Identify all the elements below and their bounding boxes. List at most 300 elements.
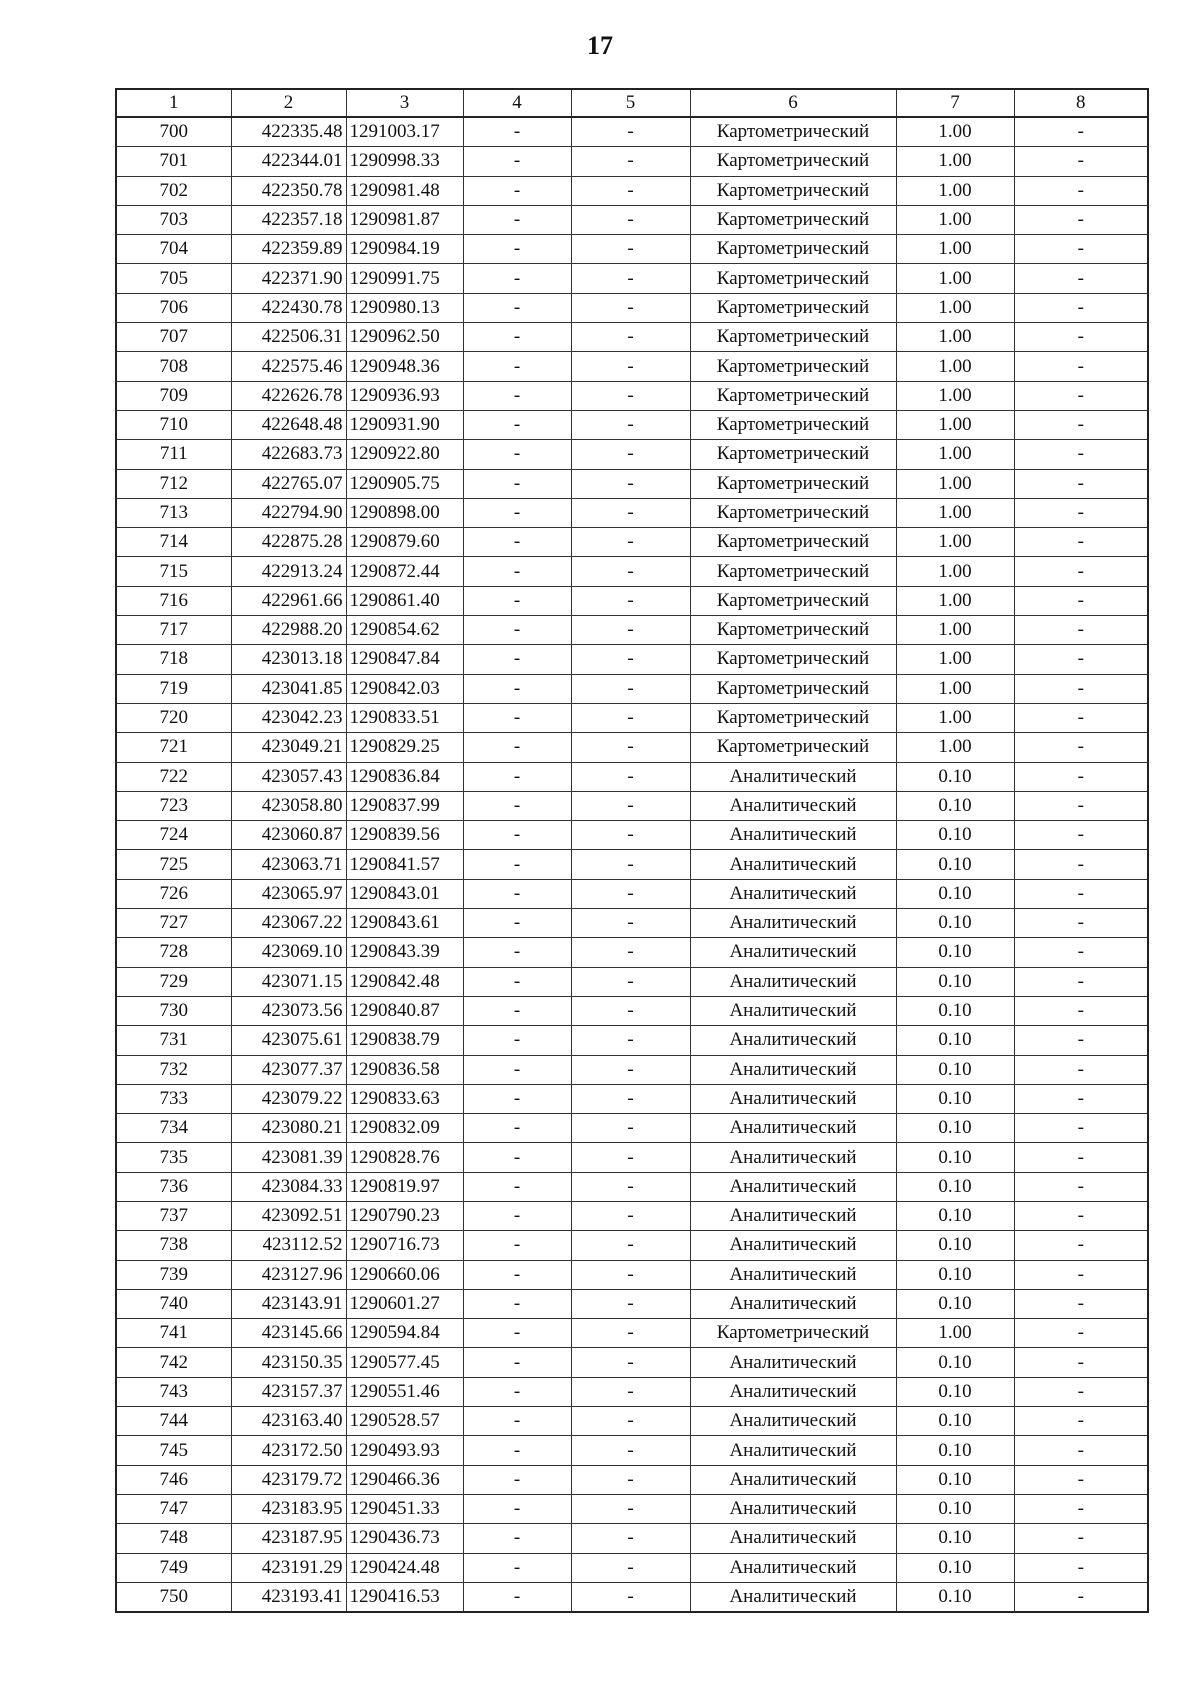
cell-method: Аналитический bbox=[690, 1377, 896, 1406]
cell-accuracy: 0.10 bbox=[896, 1524, 1014, 1553]
cell-col-4: - bbox=[463, 176, 571, 205]
cell-col-5: - bbox=[571, 1553, 690, 1582]
cell-method: Картометрический bbox=[690, 381, 896, 410]
cell-accuracy: 0.10 bbox=[896, 1348, 1014, 1377]
cell-point-number: 748 bbox=[116, 1524, 231, 1553]
cell-coord-y: 1290436.73 bbox=[346, 1524, 463, 1553]
cell-accuracy: 1.00 bbox=[896, 528, 1014, 557]
cell-method: Аналитический bbox=[690, 1260, 896, 1289]
cell-col-4: - bbox=[463, 850, 571, 879]
cell-coord-x: 423041.85 bbox=[231, 674, 346, 703]
cell-point-number: 719 bbox=[116, 674, 231, 703]
cell-method: Картометрический bbox=[690, 557, 896, 586]
cell-col-8: - bbox=[1014, 1231, 1148, 1260]
cell-point-number: 749 bbox=[116, 1553, 231, 1582]
cell-col-4: - bbox=[463, 1289, 571, 1318]
coordinates-table bbox=[115, 88, 1149, 1613]
cell-col-5: - bbox=[571, 1436, 690, 1465]
cell-col-4: - bbox=[463, 996, 571, 1025]
cell-point-number: 746 bbox=[116, 1465, 231, 1494]
cell-col-8: - bbox=[1014, 323, 1148, 352]
cell-accuracy: 0.10 bbox=[896, 1553, 1014, 1582]
table-row bbox=[116, 850, 1148, 879]
cell-col-5: - bbox=[571, 498, 690, 527]
cell-accuracy: 1.00 bbox=[896, 410, 1014, 439]
cell-coord-x: 422648.48 bbox=[231, 410, 346, 439]
cell-coord-y: 1290861.40 bbox=[346, 586, 463, 615]
cell-col-4: - bbox=[463, 1114, 571, 1143]
cell-col-8: - bbox=[1014, 1084, 1148, 1113]
cell-accuracy: 1.00 bbox=[896, 205, 1014, 234]
cell-method: Картометрический bbox=[690, 176, 896, 205]
cell-coord-x: 423042.23 bbox=[231, 703, 346, 732]
cell-col-5: - bbox=[571, 909, 690, 938]
cell-accuracy: 0.10 bbox=[896, 1143, 1014, 1172]
cell-method: Картометрический bbox=[690, 586, 896, 615]
cell-method: Аналитический bbox=[690, 938, 896, 967]
cell-accuracy: 1.00 bbox=[896, 733, 1014, 762]
cell-col-8: - bbox=[1014, 293, 1148, 322]
cell-col-5: - bbox=[571, 967, 690, 996]
cell-coord-y: 1290833.51 bbox=[346, 703, 463, 732]
cell-col-4: - bbox=[463, 1348, 571, 1377]
column-header-5: 5 bbox=[571, 89, 690, 117]
table-row bbox=[116, 469, 1148, 498]
cell-accuracy: 1.00 bbox=[896, 469, 1014, 498]
cell-method: Аналитический bbox=[690, 850, 896, 879]
table-row bbox=[116, 1172, 1148, 1201]
cell-point-number: 721 bbox=[116, 733, 231, 762]
cell-coord-x: 422506.31 bbox=[231, 323, 346, 352]
table-row bbox=[116, 1436, 1148, 1465]
cell-col-8: - bbox=[1014, 440, 1148, 469]
cell-col-8: - bbox=[1014, 147, 1148, 176]
table-row bbox=[116, 674, 1148, 703]
cell-method: Картометрический bbox=[690, 117, 896, 147]
cell-coord-y: 1290528.57 bbox=[346, 1407, 463, 1436]
table-row bbox=[116, 381, 1148, 410]
cell-col-8: - bbox=[1014, 264, 1148, 293]
cell-col-4: - bbox=[463, 235, 571, 264]
cell-accuracy: 1.00 bbox=[896, 323, 1014, 352]
cell-col-5: - bbox=[571, 147, 690, 176]
cell-point-number: 733 bbox=[116, 1084, 231, 1113]
cell-coord-y: 1290833.63 bbox=[346, 1084, 463, 1113]
cell-col-4: - bbox=[463, 1465, 571, 1494]
cell-col-4: - bbox=[463, 410, 571, 439]
table-row bbox=[116, 1407, 1148, 1436]
cell-coord-y: 1290948.36 bbox=[346, 352, 463, 381]
cell-point-number: 705 bbox=[116, 264, 231, 293]
table-row bbox=[116, 616, 1148, 645]
cell-accuracy: 0.10 bbox=[896, 1407, 1014, 1436]
cell-coord-x: 423075.61 bbox=[231, 1026, 346, 1055]
cell-point-number: 715 bbox=[116, 557, 231, 586]
cell-method: Картометрический bbox=[690, 293, 896, 322]
cell-coord-y: 1290847.84 bbox=[346, 645, 463, 674]
cell-coord-y: 1290841.57 bbox=[346, 850, 463, 879]
cell-point-number: 726 bbox=[116, 879, 231, 908]
cell-col-5: - bbox=[571, 1084, 690, 1113]
cell-col-4: - bbox=[463, 147, 571, 176]
cell-coord-x: 422575.46 bbox=[231, 352, 346, 381]
cell-col-8: - bbox=[1014, 938, 1148, 967]
cell-method: Аналитический bbox=[690, 1172, 896, 1201]
cell-point-number: 728 bbox=[116, 938, 231, 967]
cell-coord-y: 1290980.13 bbox=[346, 293, 463, 322]
table-header-row bbox=[116, 89, 1148, 117]
cell-coord-x: 423060.87 bbox=[231, 821, 346, 850]
cell-col-5: - bbox=[571, 733, 690, 762]
cell-accuracy: 0.10 bbox=[896, 1465, 1014, 1494]
cell-coord-y: 1290872.44 bbox=[346, 557, 463, 586]
cell-coord-x: 422683.73 bbox=[231, 440, 346, 469]
cell-coord-y: 1290819.97 bbox=[346, 1172, 463, 1201]
cell-col-5: - bbox=[571, 205, 690, 234]
cell-accuracy: 0.10 bbox=[896, 1494, 1014, 1523]
table-row bbox=[116, 645, 1148, 674]
cell-point-number: 736 bbox=[116, 1172, 231, 1201]
cell-coord-x: 423150.35 bbox=[231, 1348, 346, 1377]
cell-coord-x: 423172.50 bbox=[231, 1436, 346, 1465]
cell-col-4: - bbox=[463, 117, 571, 147]
cell-accuracy: 0.10 bbox=[896, 1289, 1014, 1318]
cell-coord-x: 423191.29 bbox=[231, 1553, 346, 1582]
cell-col-8: - bbox=[1014, 909, 1148, 938]
cell-point-number: 731 bbox=[116, 1026, 231, 1055]
cell-coord-x: 423069.10 bbox=[231, 938, 346, 967]
column-header-7: 7 bbox=[896, 89, 1014, 117]
cell-method: Аналитический bbox=[690, 1494, 896, 1523]
cell-col-8: - bbox=[1014, 528, 1148, 557]
cell-coord-y: 1290842.48 bbox=[346, 967, 463, 996]
cell-col-8: - bbox=[1014, 1348, 1148, 1377]
cell-coord-x: 422359.89 bbox=[231, 235, 346, 264]
cell-method: Аналитический bbox=[690, 1114, 896, 1143]
cell-accuracy: 0.10 bbox=[896, 1582, 1014, 1612]
cell-coord-y: 1290898.00 bbox=[346, 498, 463, 527]
cell-coord-y: 1290466.36 bbox=[346, 1465, 463, 1494]
cell-accuracy: 0.10 bbox=[896, 1114, 1014, 1143]
table-row bbox=[116, 264, 1148, 293]
cell-coord-y: 1290842.03 bbox=[346, 674, 463, 703]
cell-col-8: - bbox=[1014, 1377, 1148, 1406]
table-row bbox=[116, 1201, 1148, 1230]
column-header-6: 6 bbox=[690, 89, 896, 117]
cell-col-4: - bbox=[463, 616, 571, 645]
cell-col-5: - bbox=[571, 1524, 690, 1553]
cell-point-number: 743 bbox=[116, 1377, 231, 1406]
cell-col-5: - bbox=[571, 352, 690, 381]
table-row bbox=[116, 440, 1148, 469]
cell-coord-y: 1290660.06 bbox=[346, 1260, 463, 1289]
column-header-3: 3 bbox=[346, 89, 463, 117]
cell-col-4: - bbox=[463, 879, 571, 908]
cell-accuracy: 0.10 bbox=[896, 762, 1014, 791]
cell-col-5: - bbox=[571, 1260, 690, 1289]
cell-col-4: - bbox=[463, 323, 571, 352]
cell-col-4: - bbox=[463, 293, 571, 322]
cell-point-number: 703 bbox=[116, 205, 231, 234]
cell-col-4: - bbox=[463, 469, 571, 498]
cell-coord-x: 422913.24 bbox=[231, 557, 346, 586]
cell-col-5: - bbox=[571, 850, 690, 879]
cell-col-8: - bbox=[1014, 967, 1148, 996]
cell-coord-x: 423049.21 bbox=[231, 733, 346, 762]
cell-accuracy: 0.10 bbox=[896, 850, 1014, 879]
cell-col-5: - bbox=[571, 674, 690, 703]
cell-method: Картометрический bbox=[690, 440, 896, 469]
cell-point-number: 730 bbox=[116, 996, 231, 1025]
cell-coord-y: 1290922.80 bbox=[346, 440, 463, 469]
cell-col-5: - bbox=[571, 791, 690, 820]
cell-coord-y: 1290837.99 bbox=[346, 791, 463, 820]
cell-point-number: 738 bbox=[116, 1231, 231, 1260]
cell-col-4: - bbox=[463, 498, 571, 527]
cell-col-5: - bbox=[571, 323, 690, 352]
cell-col-5: - bbox=[571, 1494, 690, 1523]
table-row bbox=[116, 1260, 1148, 1289]
cell-method: Аналитический bbox=[690, 1055, 896, 1084]
column-header-4: 4 bbox=[463, 89, 571, 117]
cell-method: Аналитический bbox=[690, 1231, 896, 1260]
cell-col-5: - bbox=[571, 879, 690, 908]
table-row bbox=[116, 557, 1148, 586]
cell-col-5: - bbox=[571, 1348, 690, 1377]
cell-coord-x: 422988.20 bbox=[231, 616, 346, 645]
cell-accuracy: 1.00 bbox=[896, 235, 1014, 264]
table-row bbox=[116, 1055, 1148, 1084]
cell-col-4: - bbox=[463, 938, 571, 967]
cell-col-8: - bbox=[1014, 1260, 1148, 1289]
cell-coord-y: 1290936.93 bbox=[346, 381, 463, 410]
cell-method: Аналитический bbox=[690, 1524, 896, 1553]
cell-accuracy: 0.10 bbox=[896, 909, 1014, 938]
cell-point-number: 740 bbox=[116, 1289, 231, 1318]
table-row bbox=[116, 352, 1148, 381]
cell-col-4: - bbox=[463, 1524, 571, 1553]
cell-coord-y: 1290962.50 bbox=[346, 323, 463, 352]
cell-accuracy: 0.10 bbox=[896, 879, 1014, 908]
cell-method: Аналитический bbox=[690, 762, 896, 791]
cell-col-4: - bbox=[463, 909, 571, 938]
cell-col-5: - bbox=[571, 996, 690, 1025]
cell-coord-x: 422344.01 bbox=[231, 147, 346, 176]
cell-point-number: 735 bbox=[116, 1143, 231, 1172]
cell-method: Аналитический bbox=[690, 967, 896, 996]
cell-col-8: - bbox=[1014, 1494, 1148, 1523]
cell-coord-x: 423179.72 bbox=[231, 1465, 346, 1494]
cell-col-5: - bbox=[571, 1582, 690, 1612]
cell-col-4: - bbox=[463, 440, 571, 469]
cell-col-8: - bbox=[1014, 996, 1148, 1025]
cell-coord-x: 423077.37 bbox=[231, 1055, 346, 1084]
cell-coord-x: 423058.80 bbox=[231, 791, 346, 820]
table-body bbox=[116, 117, 1148, 1612]
cell-col-5: - bbox=[571, 762, 690, 791]
cell-coord-x: 423143.91 bbox=[231, 1289, 346, 1318]
table-row bbox=[116, 1553, 1148, 1582]
cell-point-number: 737 bbox=[116, 1201, 231, 1230]
cell-coord-y: 1290828.76 bbox=[346, 1143, 463, 1172]
cell-method: Аналитический bbox=[690, 1026, 896, 1055]
cell-accuracy: 0.10 bbox=[896, 1084, 1014, 1113]
cell-accuracy: 1.00 bbox=[896, 381, 1014, 410]
cell-method: Аналитический bbox=[690, 879, 896, 908]
cell-point-number: 713 bbox=[116, 498, 231, 527]
cell-col-4: - bbox=[463, 205, 571, 234]
cell-col-5: - bbox=[571, 176, 690, 205]
cell-method: Картометрический bbox=[690, 1319, 896, 1348]
cell-coord-y: 1290836.84 bbox=[346, 762, 463, 791]
cell-col-8: - bbox=[1014, 703, 1148, 732]
table-row bbox=[116, 323, 1148, 352]
cell-coord-y: 1291003.17 bbox=[346, 117, 463, 147]
cell-col-5: - bbox=[571, 586, 690, 615]
cell-col-8: - bbox=[1014, 235, 1148, 264]
cell-accuracy: 0.10 bbox=[896, 1201, 1014, 1230]
table-row bbox=[116, 1026, 1148, 1055]
cell-col-8: - bbox=[1014, 879, 1148, 908]
cell-col-8: - bbox=[1014, 733, 1148, 762]
cell-col-8: - bbox=[1014, 1319, 1148, 1348]
cell-point-number: 742 bbox=[116, 1348, 231, 1377]
cell-accuracy: 1.00 bbox=[896, 264, 1014, 293]
cell-col-8: - bbox=[1014, 791, 1148, 820]
cell-accuracy: 0.10 bbox=[896, 821, 1014, 850]
cell-col-4: - bbox=[463, 264, 571, 293]
cell-coord-x: 423071.15 bbox=[231, 967, 346, 996]
cell-col-4: - bbox=[463, 791, 571, 820]
cell-point-number: 745 bbox=[116, 1436, 231, 1465]
cell-col-8: - bbox=[1014, 616, 1148, 645]
cell-col-4: - bbox=[463, 1084, 571, 1113]
cell-point-number: 718 bbox=[116, 645, 231, 674]
cell-accuracy: 1.00 bbox=[896, 645, 1014, 674]
cell-col-5: - bbox=[571, 235, 690, 264]
table-row bbox=[116, 498, 1148, 527]
cell-method: Аналитический bbox=[690, 1407, 896, 1436]
table-row bbox=[116, 1524, 1148, 1553]
cell-coord-x: 423065.97 bbox=[231, 879, 346, 908]
cell-method: Картометрический bbox=[690, 528, 896, 557]
cell-point-number: 724 bbox=[116, 821, 231, 850]
cell-col-8: - bbox=[1014, 205, 1148, 234]
cell-col-5: - bbox=[571, 1319, 690, 1348]
cell-point-number: 720 bbox=[116, 703, 231, 732]
cell-col-5: - bbox=[571, 1055, 690, 1084]
cell-method: Картометрический bbox=[690, 264, 896, 293]
cell-coord-x: 422335.48 bbox=[231, 117, 346, 147]
cell-point-number: 747 bbox=[116, 1494, 231, 1523]
cell-col-8: - bbox=[1014, 381, 1148, 410]
cell-method: Аналитический bbox=[690, 1348, 896, 1377]
cell-col-4: - bbox=[463, 1494, 571, 1523]
cell-point-number: 750 bbox=[116, 1582, 231, 1612]
cell-coord-x: 422961.66 bbox=[231, 586, 346, 615]
table-row bbox=[116, 967, 1148, 996]
cell-method: Аналитический bbox=[690, 1201, 896, 1230]
cell-col-8: - bbox=[1014, 498, 1148, 527]
cell-method: Картометрический bbox=[690, 147, 896, 176]
cell-col-5: - bbox=[571, 645, 690, 674]
cell-col-8: - bbox=[1014, 176, 1148, 205]
cell-coord-x: 423084.33 bbox=[231, 1172, 346, 1201]
cell-coord-x: 423193.41 bbox=[231, 1582, 346, 1612]
table-row bbox=[116, 1582, 1148, 1612]
cell-coord-y: 1290840.87 bbox=[346, 996, 463, 1025]
cell-method: Картометрический bbox=[690, 498, 896, 527]
cell-coord-x: 423057.43 bbox=[231, 762, 346, 791]
cell-coord-y: 1290998.33 bbox=[346, 147, 463, 176]
cell-coord-x: 422875.28 bbox=[231, 528, 346, 557]
cell-method: Картометрический bbox=[690, 616, 896, 645]
cell-coord-x: 423127.96 bbox=[231, 1260, 346, 1289]
cell-coord-x: 422626.78 bbox=[231, 381, 346, 410]
cell-coord-y: 1290577.45 bbox=[346, 1348, 463, 1377]
cell-coord-x: 423013.18 bbox=[231, 645, 346, 674]
table-row bbox=[116, 909, 1148, 938]
cell-col-5: - bbox=[571, 1201, 690, 1230]
cell-method: Картометрический bbox=[690, 703, 896, 732]
cell-col-5: - bbox=[571, 264, 690, 293]
cell-coord-y: 1290416.53 bbox=[346, 1582, 463, 1612]
cell-method: Аналитический bbox=[690, 1289, 896, 1318]
cell-col-5: - bbox=[571, 1407, 690, 1436]
cell-coord-y: 1290716.73 bbox=[346, 1231, 463, 1260]
cell-coord-y: 1290832.09 bbox=[346, 1114, 463, 1143]
cell-point-number: 717 bbox=[116, 616, 231, 645]
cell-col-5: - bbox=[571, 557, 690, 586]
cell-accuracy: 1.00 bbox=[896, 117, 1014, 147]
cell-col-5: - bbox=[571, 1289, 690, 1318]
cell-accuracy: 0.10 bbox=[896, 1055, 1014, 1084]
cell-col-5: - bbox=[571, 1114, 690, 1143]
cell-coord-y: 1290424.48 bbox=[346, 1553, 463, 1582]
cell-coord-y: 1290790.23 bbox=[346, 1201, 463, 1230]
cell-point-number: 709 bbox=[116, 381, 231, 410]
table-row bbox=[116, 879, 1148, 908]
cell-col-4: - bbox=[463, 352, 571, 381]
cell-col-4: - bbox=[463, 586, 571, 615]
cell-coord-y: 1290931.90 bbox=[346, 410, 463, 439]
cell-coord-x: 423080.21 bbox=[231, 1114, 346, 1143]
cell-point-number: 723 bbox=[116, 791, 231, 820]
cell-col-4: - bbox=[463, 762, 571, 791]
cell-col-8: - bbox=[1014, 1172, 1148, 1201]
cell-coord-x: 422357.18 bbox=[231, 205, 346, 234]
cell-col-5: - bbox=[571, 938, 690, 967]
table-row bbox=[116, 1377, 1148, 1406]
table-row bbox=[116, 410, 1148, 439]
cell-point-number: 734 bbox=[116, 1114, 231, 1143]
cell-col-8: - bbox=[1014, 645, 1148, 674]
cell-col-8: - bbox=[1014, 1436, 1148, 1465]
cell-point-number: 710 bbox=[116, 410, 231, 439]
cell-coord-y: 1290905.75 bbox=[346, 469, 463, 498]
table-row bbox=[116, 1319, 1148, 1348]
cell-col-8: - bbox=[1014, 352, 1148, 381]
cell-method: Аналитический bbox=[690, 1436, 896, 1465]
cell-accuracy: 0.10 bbox=[896, 996, 1014, 1025]
cell-col-4: - bbox=[463, 1026, 571, 1055]
cell-col-5: - bbox=[571, 616, 690, 645]
cell-col-8: - bbox=[1014, 1026, 1148, 1055]
cell-coord-x: 423079.22 bbox=[231, 1084, 346, 1113]
cell-accuracy: 1.00 bbox=[896, 674, 1014, 703]
cell-col-8: - bbox=[1014, 1582, 1148, 1612]
cell-accuracy: 0.10 bbox=[896, 1172, 1014, 1201]
